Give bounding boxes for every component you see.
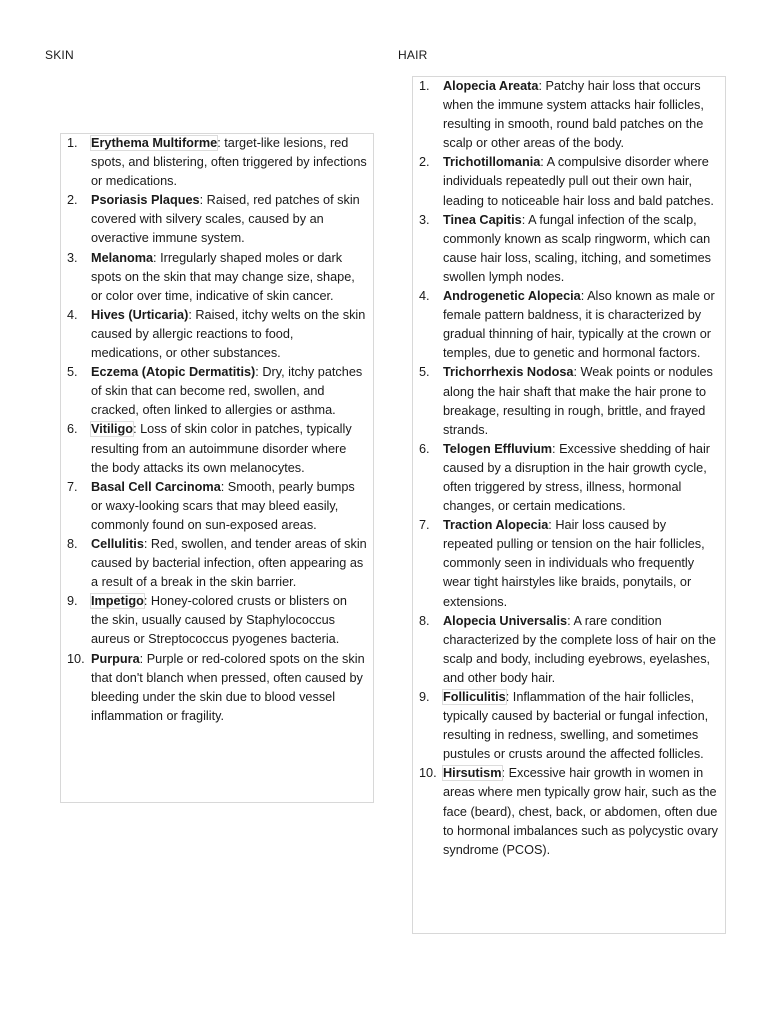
hair-column-heading: HAIR xyxy=(398,48,428,62)
list-number: 7. xyxy=(67,479,78,494)
skin-list-item xyxy=(61,249,367,306)
condition-description: : Red, swollen, and tender areas of skin caused by bacterial infection, often appearing as a result of a break in the skin barrier. xyxy=(91,536,367,590)
condition-term: Erythema Multiforme xyxy=(91,136,218,150)
condition-description: : A compulsive disorder where individuals repeatedly pull out their own hair, leading to noticeable hair loss and bald patches. xyxy=(443,155,714,208)
skin-list-item xyxy=(61,306,367,363)
condition-description: : Dry, itchy patches of skin that can become red, swollen, and cracked, often linked to allergies or asthma. xyxy=(91,365,363,418)
list-number: 9. xyxy=(419,690,430,704)
condition-term: Traction Alopecia xyxy=(443,518,549,533)
list-number: 6. xyxy=(67,422,78,437)
condition-description: : Hair loss caused by repeated pulling or tension on the hair follicles, commonly seen in individuals who frequently wear tight hairstyles like braids, ponytails, or extensions. xyxy=(443,518,705,609)
list-number: 5. xyxy=(67,365,78,380)
skin-list-item xyxy=(61,478,367,535)
condition-description: : Irregularly shaped moles or dark spots on the skin that may change size, shape, or color over time, indicative of skin cancer. xyxy=(91,250,355,303)
list-number: 6. xyxy=(419,441,430,456)
condition-description: : Raised, red patches of skin covered with silvery scales, caused by an overactive immune system. xyxy=(91,193,360,246)
condition-description: : Inflammation of the hair follicles, typically caused by bacterial or fungal infection, resulting in redness, swelling, and sometimes pustules or crusts around the affected follicles. xyxy=(443,690,709,762)
condition-term: Cellulitis xyxy=(91,536,144,551)
condition-term: Folliculitis xyxy=(443,690,506,704)
condition-description: : A fungal infection of the scalp, commonly known as scalp ringworm, which can cause hair loss, scaling, itching, and sometimes swollen lymph nodes. xyxy=(443,212,711,284)
skin-conditions-box xyxy=(60,133,374,803)
condition-term: Alopecia Areata xyxy=(443,79,539,93)
hair-conditions-list xyxy=(413,77,719,860)
condition-description: : Excessive shedding of hair caused by a disruption in the hair growth cycle, often triggered by stress, illness, hormonal changes, or certain medications. xyxy=(443,441,711,514)
list-number: 4. xyxy=(419,289,430,304)
condition-term: Tinea Capitis xyxy=(443,212,522,227)
condition-description: : A rare condition characterized by the complete loss of hair on the scalp and body, including eyebrows, eyelashes, and other body hair. xyxy=(443,613,716,685)
list-number: 2. xyxy=(419,155,430,170)
condition-term: Trichotillomania xyxy=(443,155,541,170)
condition-term: Vitiligo xyxy=(91,422,134,437)
condition-term: Eczema (Atopic Dermatitis) xyxy=(91,365,256,380)
skin-list-item xyxy=(61,134,367,191)
condition-description: : Smooth, pearly bumps or waxy-looking scars that may bleed easily, commonly found on sun-exposed areas. xyxy=(91,479,355,532)
list-number: 2. xyxy=(67,193,78,208)
skin-list-item xyxy=(61,592,367,649)
condition-term: Hirsutism xyxy=(443,766,502,781)
hair-list-item xyxy=(413,211,719,287)
condition-description: : Raised, itchy welts on the skin caused by allergic reactions to food, medications, or other substances. xyxy=(91,307,366,361)
list-number: 10. xyxy=(419,766,437,781)
condition-term: Trichorrhexis Nodosa xyxy=(443,365,574,380)
list-number: 1. xyxy=(67,136,78,150)
skin-list-item xyxy=(61,363,367,420)
condition-description: : Patchy hair loss that occurs when the immune system attacks hair follicles, resulting in smooth, round bald patches on the scalp or other areas of the body. xyxy=(443,79,704,151)
condition-term: Androgenetic Alopecia xyxy=(443,289,581,304)
hair-list-item xyxy=(413,440,719,516)
condition-description: : Honey-colored crusts or blisters on the skin, usually caused by Staphylococcus aureus or Streptococcus pyogenes bacteria. xyxy=(91,594,347,647)
condition-term: Telogen Effluvium xyxy=(443,441,553,456)
hair-list-item xyxy=(413,77,719,153)
list-number: 8. xyxy=(419,613,430,628)
condition-description: : Excessive hair growth in women in areas where men typically grow hair, such as the face (beard), chest, back, or abdomen, often due to hormonal imbalances such as polycystic ovary syndrome (PCOS). xyxy=(443,766,719,857)
hair-list-item xyxy=(413,287,719,363)
condition-term: Melanoma xyxy=(91,250,154,265)
skin-list-item xyxy=(61,535,367,592)
condition-term: Purpura xyxy=(91,651,140,666)
list-number: 1. xyxy=(419,79,430,93)
condition-description: : Loss of skin color in patches, typically resulting from an autoimmune disorder where the body attacks its own melanocytes. xyxy=(91,422,352,475)
hair-list-item xyxy=(413,764,719,859)
skin-conditions-list xyxy=(61,134,367,726)
skin-list-item xyxy=(61,650,367,726)
condition-term: Alopecia Universalis xyxy=(443,613,568,628)
hair-list-item xyxy=(413,612,719,688)
hair-conditions-box xyxy=(412,76,726,934)
skin-list-item xyxy=(61,191,367,248)
list-number: 7. xyxy=(419,518,430,533)
skin-column-heading: SKIN xyxy=(45,48,74,62)
list-number: 5. xyxy=(419,365,430,380)
list-number: 3. xyxy=(67,250,78,265)
list-number: 9. xyxy=(67,594,78,609)
condition-term: Basal Cell Carcinoma xyxy=(91,479,221,494)
condition-description: : Purple or red-colored spots on the skin that don't blanch when pressed, often caused by bleeding under the skin due to blood vessel inflammation or fragility. xyxy=(91,651,365,723)
condition-term: Impetigo xyxy=(91,594,144,609)
hair-list-item xyxy=(413,153,719,210)
condition-term: Psoriasis Plaques xyxy=(91,193,200,208)
hair-list-item xyxy=(413,688,719,764)
hair-list-item xyxy=(413,363,719,439)
condition-description: : Weak points or nodules along the hair shaft that make the hair prone to breakage, resulting in rough, brittle, and frayed strands. xyxy=(443,365,713,437)
condition-description: : Also known as male or female pattern baldness, it is characterized by gradual thinning of hair, typically at the crown or temples, due to genetic and hormonal factors. xyxy=(443,289,715,361)
hair-list-item xyxy=(413,516,719,611)
list-number: 3. xyxy=(419,212,430,227)
list-number: 10. xyxy=(67,651,85,666)
list-number: 4. xyxy=(67,307,78,322)
list-number: 8. xyxy=(67,536,78,551)
skin-list-item xyxy=(61,420,367,477)
condition-term: Hives (Urticaria) xyxy=(91,307,189,322)
condition-description: : target-like lesions, red spots, and blistering, often triggered by infections or medications. xyxy=(91,136,367,189)
